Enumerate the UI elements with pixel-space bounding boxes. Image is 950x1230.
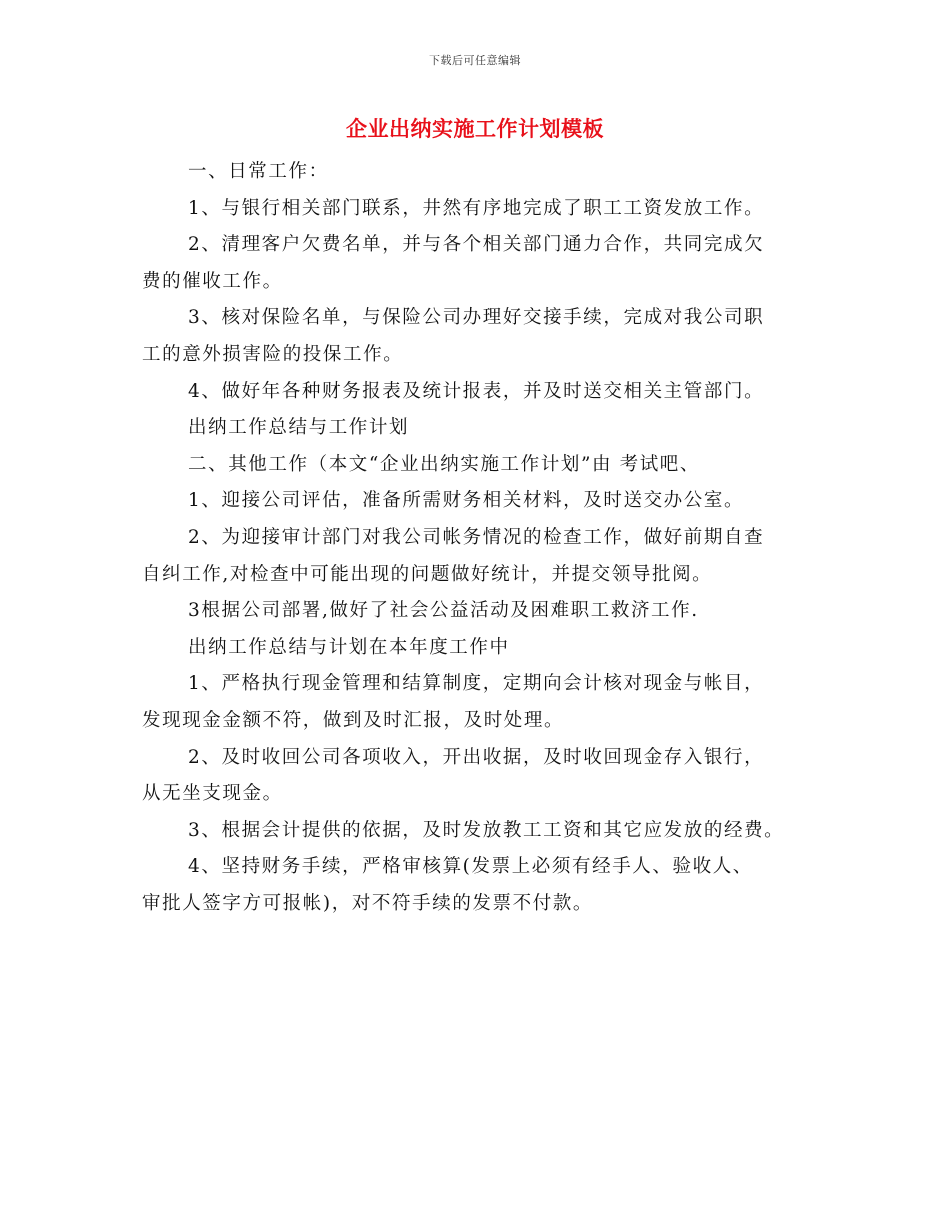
paragraph-line: 自纠工作,对检查中可能出现的问题做好统计，并提交领导批阅。	[142, 563, 713, 585]
paragraph-line: 3、根据会计提供的依据，及时发放教工工资和其它应发放的经费。	[188, 819, 785, 841]
paragraph-line: 4、做好年各种财务报表及统计报表，并及时送交相关主管部门。	[188, 380, 765, 402]
paragraph-line: 4、坚持财务手续，严格审核算(发票上必须有经手人、验收人、	[188, 856, 753, 878]
paragraph-line: 3根据公司部署,做好了社会公益活动及困难职工救济工作.	[188, 600, 699, 622]
document-title: 企业出纳实施工作计划模板	[346, 116, 604, 141]
paragraph	[142, 447, 832, 484]
paragraph	[142, 593, 832, 630]
paragraph	[142, 630, 832, 667]
paragraph-line: 从无坐支现金。	[142, 783, 283, 805]
paragraph-line: 发现现金金额不符，做到及时汇报，及时处理。	[142, 709, 565, 731]
paragraph-line: 二、其他工作（本文“企业出纳实施工作计划”由 考试吧、	[188, 453, 700, 475]
paragraph-line: 出纳工作总结与计划在本年度工作中	[188, 636, 510, 658]
paragraph-line: 审批人签字方可报帐)，对不符手续的发票不付款。	[142, 892, 594, 914]
paragraph-line: 工的意外损害险的投保工作。	[142, 343, 404, 365]
paragraph	[142, 483, 832, 520]
paragraph	[142, 154, 832, 191]
paragraph	[142, 520, 832, 593]
paragraph	[142, 227, 832, 300]
paragraph	[142, 740, 832, 813]
paragraph-line: 费的催收工作。	[142, 270, 283, 292]
paragraph-line: 1、与银行相关部门联系，井然有序地完成了职工工资发放工作。	[188, 197, 765, 219]
paragraph-line: 1、迎接公司评估，准备所需财务相关材料，及时送交办公室。	[188, 490, 745, 512]
paragraph-line: 2、为迎接审计部门对我公司帐务情况的检查工作，做好前期自查	[188, 526, 765, 548]
paragraph-line: 2、清理客户欠费名单，并与各个相关部门通力合作，共同完成欠	[188, 234, 765, 256]
paragraph-line: 出纳工作总结与工作计划	[188, 417, 410, 439]
paragraph	[142, 666, 832, 739]
paragraph-line: 一、日常工作：	[188, 161, 329, 182]
paragraph	[142, 813, 832, 850]
paragraph-line: 1、严格执行现金管理和结算制度，定期向会计核对现金与帐目，	[188, 673, 765, 695]
paragraph	[142, 849, 832, 922]
header-note: 下载后可任意编辑	[429, 54, 521, 67]
paragraph	[142, 410, 832, 447]
paragraph-line: 3、核对保险名单，与保险公司办理好交接手续，完成对我公司职	[188, 307, 765, 329]
paragraph	[142, 374, 832, 411]
document-body	[142, 154, 832, 922]
paragraph-line: 2、及时收回公司各项收入，开出收据，及时收回现金存入银行，	[188, 746, 765, 768]
paragraph	[142, 300, 832, 373]
paragraph	[142, 191, 832, 228]
